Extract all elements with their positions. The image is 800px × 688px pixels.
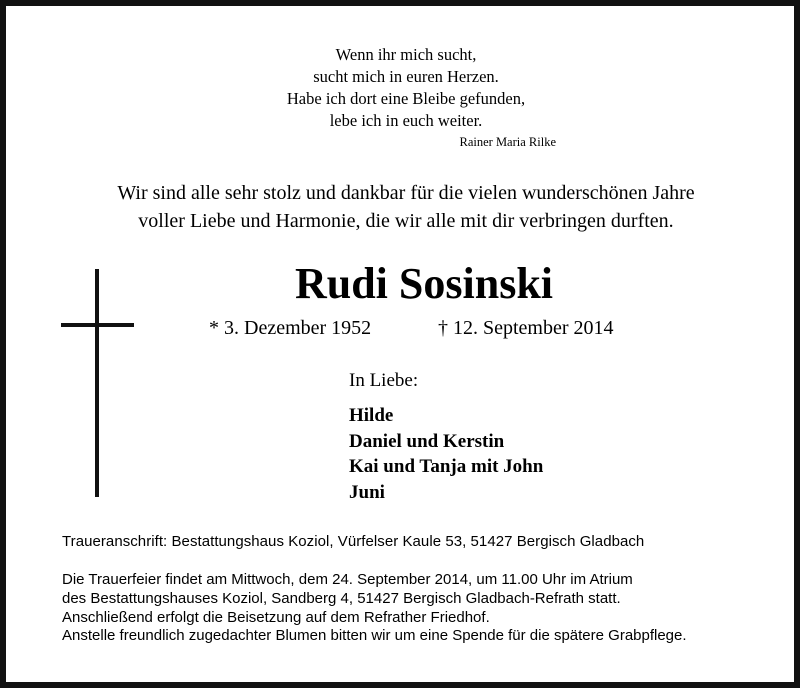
birth-date: * 3. Dezember 1952 xyxy=(209,317,372,339)
poem-line: Habe ich dort eine Bleibe gefunden, xyxy=(286,89,526,108)
poem-line: lebe ich in euch weiter. xyxy=(329,111,483,130)
mourner-name: Daniel und Kerstin xyxy=(349,430,505,452)
intro-text xyxy=(6,179,800,235)
poem-line: sucht mich in euren Herzen. xyxy=(313,67,499,86)
mourners-list xyxy=(349,403,543,505)
deceased-name: Rudi Sosinski xyxy=(294,259,554,308)
intro-line: voller Liebe und Harmonie, die wir alle mit dir verbringen durften. xyxy=(138,210,674,232)
mourning-address: Traueranschrift: Bestattungshaus Koziol, Vürfelser Kaule 53, 51427 Bergisch Gladbach xyxy=(62,533,645,550)
mourner-name: Hilde xyxy=(349,405,394,426)
service-line: Anstelle freundlich zugedachter Blumen bitten wir um eine Spende für die spätere Grabpflege. xyxy=(62,627,687,645)
cross-horizontal-bar xyxy=(61,323,134,327)
poem xyxy=(6,44,800,132)
service-line: des Bestattungshauses Koziol, Sandberg 4, 51427 Bergisch Gladbach-Refrath statt. xyxy=(62,589,621,607)
mourner-name: Juni xyxy=(349,481,385,503)
mourner-name: Kai und Tanja mit John xyxy=(349,456,544,477)
service-line: Die Trauerfeier findet am Mittwoch, dem 24. September 2014, um 11.00 Uhr im Atrium xyxy=(62,571,633,588)
mourners-heading: In Liebe: xyxy=(349,370,419,391)
poem-author: Rainer Maria Rilke xyxy=(459,135,556,149)
death-date: † 12. September 2014 xyxy=(438,317,614,339)
intro-line: Wir sind alle sehr stolz und dankbar für die vielen wunderschönen Jahre xyxy=(117,182,695,204)
poem-line: Wenn ihr mich sucht, xyxy=(335,45,477,64)
service-line: Anschließend erfolgt die Beisetzung auf dem Refrather Friedhof. xyxy=(62,608,490,626)
service-details xyxy=(62,571,687,646)
